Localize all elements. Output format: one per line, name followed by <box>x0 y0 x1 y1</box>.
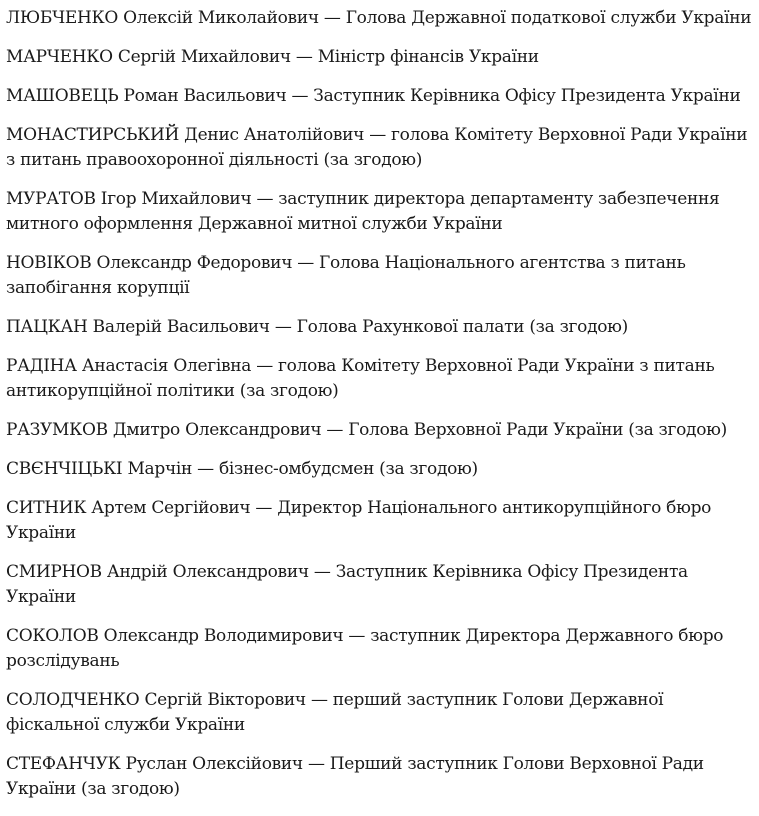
list-item: СМИРНОВ Андрій Олександрович — Заступник Керівника Офісу Президента України <box>6 562 688 607</box>
list-item: НОВІКОВ Олександр Федорович — Голова Національного агентства з питань запобігання корупції <box>6 253 686 298</box>
list-item: ПАЦКАН Валерій Васильович — Голова Рахункової палати (за згодою) <box>6 317 629 337</box>
list-item: МОНАСТИРСЬКИЙ Денис Анатолійович — голова Комітету Верховної Ради України з питань правоохоронної діяльності (за згодою) <box>6 125 748 170</box>
list-item: СОЛОДЧЕНКО Сергій Вікторович — перший заступник Голови Державної фіскальної служби України <box>6 690 664 735</box>
member-list <box>6 6 756 816</box>
list-item: ЛЮБЧЕНКО Олексій Миколайович — Голова Державної податкової служби України <box>6 8 752 28</box>
list-item: МУРАТОВ Ігор Михайлович — заступник директора департаменту забезпечення митного оформлення Державної митної служби України <box>6 189 720 234</box>
list-item: РАДІНА Анастасія Олегівна — голова Комітету Верховної Ради України з питань антикорупційної політики (за згодою) <box>6 356 715 401</box>
list-item: РАЗУМКОВ Дмитро Олександрович — Голова Верховної Ради України (за згодою) <box>6 420 727 440</box>
list-item: СВЄНЧІЦЬКІ Марчін — бізнес-омбудсмен (за згодою) <box>6 459 478 479</box>
list-item: МАШОВЕЦЬ Роман Васильович — Заступник Керівника Офісу Президента України <box>6 86 741 106</box>
list-item: МАРЧЕНКО Сергій Михайлович — Міністр фінансів України <box>6 47 539 67</box>
list-item: СИТНИК Артем Сергійович — Директор Національного антикорупційного бюро України <box>6 498 712 543</box>
list-item: СОКОЛОВ Олександр Володимирович — заступник Директора Державного бюро розслідувань <box>6 626 724 671</box>
list-item: СТЕФАНЧУК Руслан Олексійович — Перший заступник Голови Верховної Ради України (за згодою) <box>6 754 704 799</box>
